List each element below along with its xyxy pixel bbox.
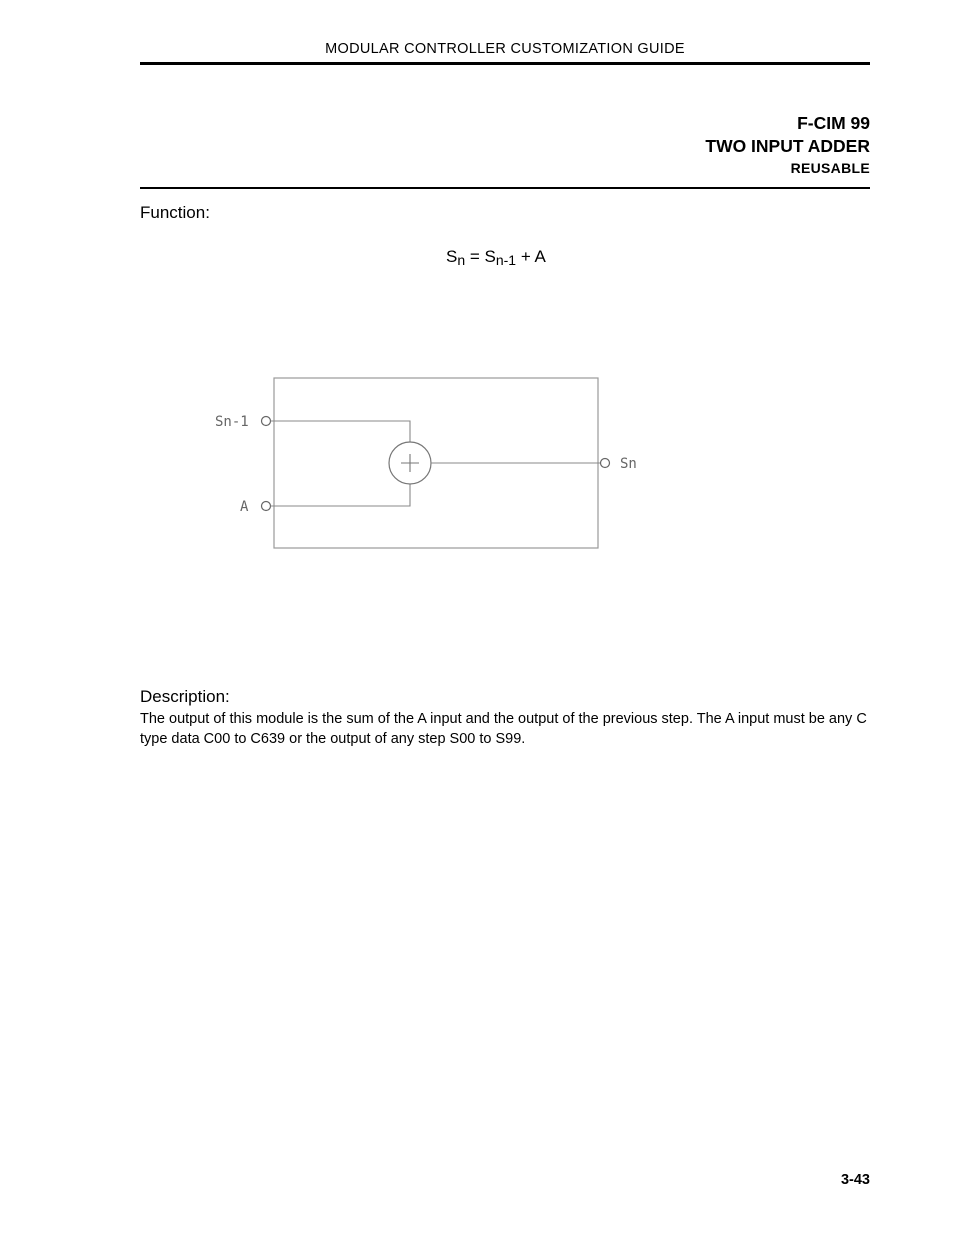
- formula-rhs-tail: + A: [516, 247, 546, 266]
- input-1-wire: [271, 421, 411, 443]
- running-header: MODULAR CONTROLLER CUSTOMIZATION GUIDE: [325, 41, 685, 57]
- module-code: F-CIM 99: [797, 113, 870, 133]
- input-1-terminal: [262, 417, 271, 426]
- input-2-terminal: [262, 502, 271, 511]
- description-text: The output of this module is the sum of the A input and the output of the previous step. The A input must be any C type data C00 to C639 or the output of any step S00 to S99.: [140, 711, 867, 747]
- function-heading: Function:: [140, 203, 210, 222]
- function-formula: [446, 247, 546, 268]
- description-heading: Description:: [140, 687, 230, 706]
- output-label: Sn: [620, 456, 637, 472]
- title-rule: [140, 187, 870, 189]
- page-number: 3-43: [840, 1172, 870, 1188]
- input-2-wire: [271, 484, 411, 506]
- header-rule: [140, 62, 870, 65]
- formula-lhs-base: S: [446, 247, 458, 266]
- formula-rhs-base: S: [484, 247, 496, 266]
- adder-block-diagram: [200, 370, 660, 560]
- input-2-label: A: [240, 499, 249, 515]
- module-tag: REUSABLE: [790, 160, 870, 176]
- module-name: TWO INPUT ADDER: [705, 136, 870, 156]
- formula-lhs-sub: n: [457, 252, 466, 268]
- input-1-label: Sn-1: [215, 414, 249, 430]
- module-title-block: [705, 112, 870, 178]
- output-terminal: [601, 459, 610, 468]
- formula-equals: =: [465, 247, 485, 266]
- formula-rhs-sub: n-1: [495, 252, 517, 268]
